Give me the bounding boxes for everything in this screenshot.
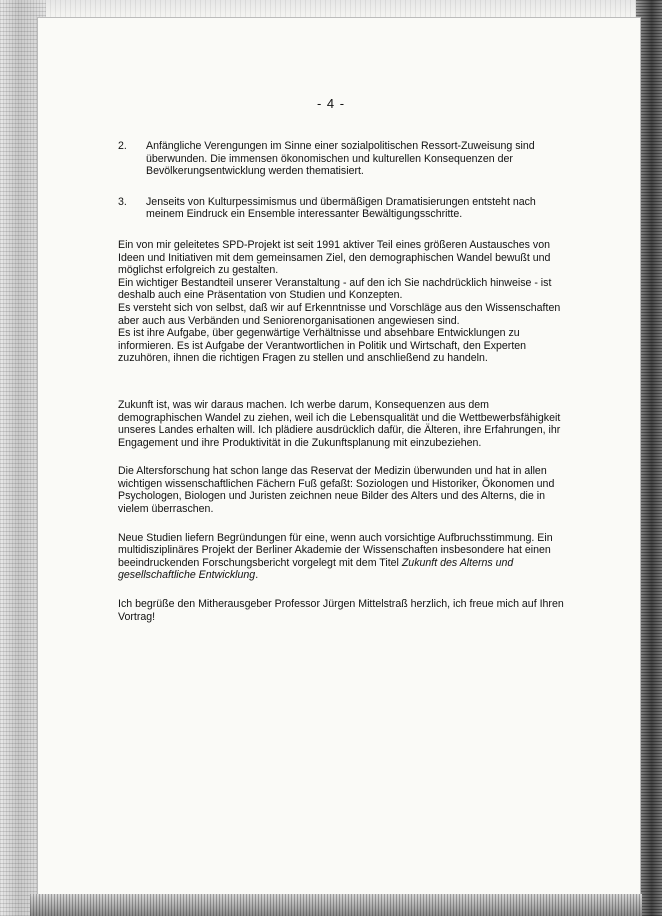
paragraph-begruessung: Ich begrüße den Mitherausgeber Professor Jürgen Mittelstraß herzlich, ich freue mich auf Ihren Vortrag! (118, 598, 564, 623)
list-item-text: Jenseits von Kulturpessimismus und übermäßigen Dramatisierungen entsteht nach meinem Eindruck ein Ensemble interessanter Bewältigungsschritte. (146, 195, 536, 221)
paragraph-line: Es versteht sich von selbst, daß wir auf Erkenntnisse und Vorschläge aus den Wissenschaften aber auch aus Verbänden und Seniorenorganisationen angewiesen sind. (118, 301, 561, 327)
paragraph-line: Ein wichtiger Bestandteil unserer Veranstaltung - auf den ich Sie nachdrücklich hinweise - ist deshalb auch eine Präsentation von Studien und Konzepten. (118, 276, 552, 302)
list-item-number: 2. (118, 140, 127, 152)
book-title: Zukunft des Alterns und gesellschaftliche Entwicklung (118, 556, 514, 582)
paragraph-line: Ein von mir geleitetes SPD-Projekt ist seit 1991 aktiver Teil eines größeren Austausches von Ideen und Initiativen mit dem gemeinsamen Ziel, den demographischen Wandel bewußt und möglichst erfolgreich zu gestalten. (118, 238, 551, 277)
list-item-text: Anfängliche Verengungen im Sinne einer sozialpolitischen Ressort-Zuweisung sind überwunden. Die immensen ökonomischen und kulturellen Konsequenzen der Bevölkerungsentwicklung werden thematisiert. (146, 140, 535, 178)
paragraph-studien (118, 532, 574, 582)
scan-edge-top (40, 0, 638, 20)
list-item (118, 196, 574, 221)
scan-edge-bottom (30, 894, 642, 916)
list-item-number: 3. (118, 195, 127, 208)
paragraph-zukunft: Zukunft ist, was wir daraus machen. Ich werbe darum, Konsequenzen aus dem demographischen Wandel zu ziehen, weil ich die Lebensqualität und die Wettbewerbsfähigkeit unseres Landes erhalten will. Ich plädiere ausdrücklich dafür, die Älteren, ihre Erfahrungen, ihr Engagement und ihre Produktivität in die Zukunftsplanung mit einzubeziehen. (118, 398, 561, 449)
paragraph-studien-end: . (255, 569, 259, 582)
page-number: - 4 - (316, 96, 346, 111)
list-item (118, 140, 574, 178)
paragraph-studien-text: Neue Studien liefern Begründungen für eine, wenn auch vorsichtige Aufbruchsstimmung. Ein multidisziplinäres Projekt der Berliner Akademie der Wissenschaften insbesondere hat einen beeindruckenden Forschungsbericht vorgelegt mit dem Titel (118, 531, 553, 569)
paragraph-altersforschung: Die Altersforschung hat schon lange das Reservat der Medizin überwunden und hat in allen wichtigen wissenschaftlichen Fächern Fuß gefaßt: Soziologen und Historiker, Ökonomen und Psychologen, Biologen und Juristen zeichnen neue Bilder des Alters und des Alterns, die in vielem überraschen. (118, 465, 555, 516)
paragraph-line: Es ist ihre Aufgabe, über gegenwärtige Verhältnisse und absehbare Entwicklungen zu informieren. Es ist Aufgabe der Verantwortlichen in Politik und Wirtschaft, den Experten zuzuhören, ihnen die richtigen Fragen zu stellen und anschließend zu handeln. (118, 327, 527, 365)
document-body (118, 140, 574, 639)
paragraph-spd-projekt (118, 239, 574, 365)
